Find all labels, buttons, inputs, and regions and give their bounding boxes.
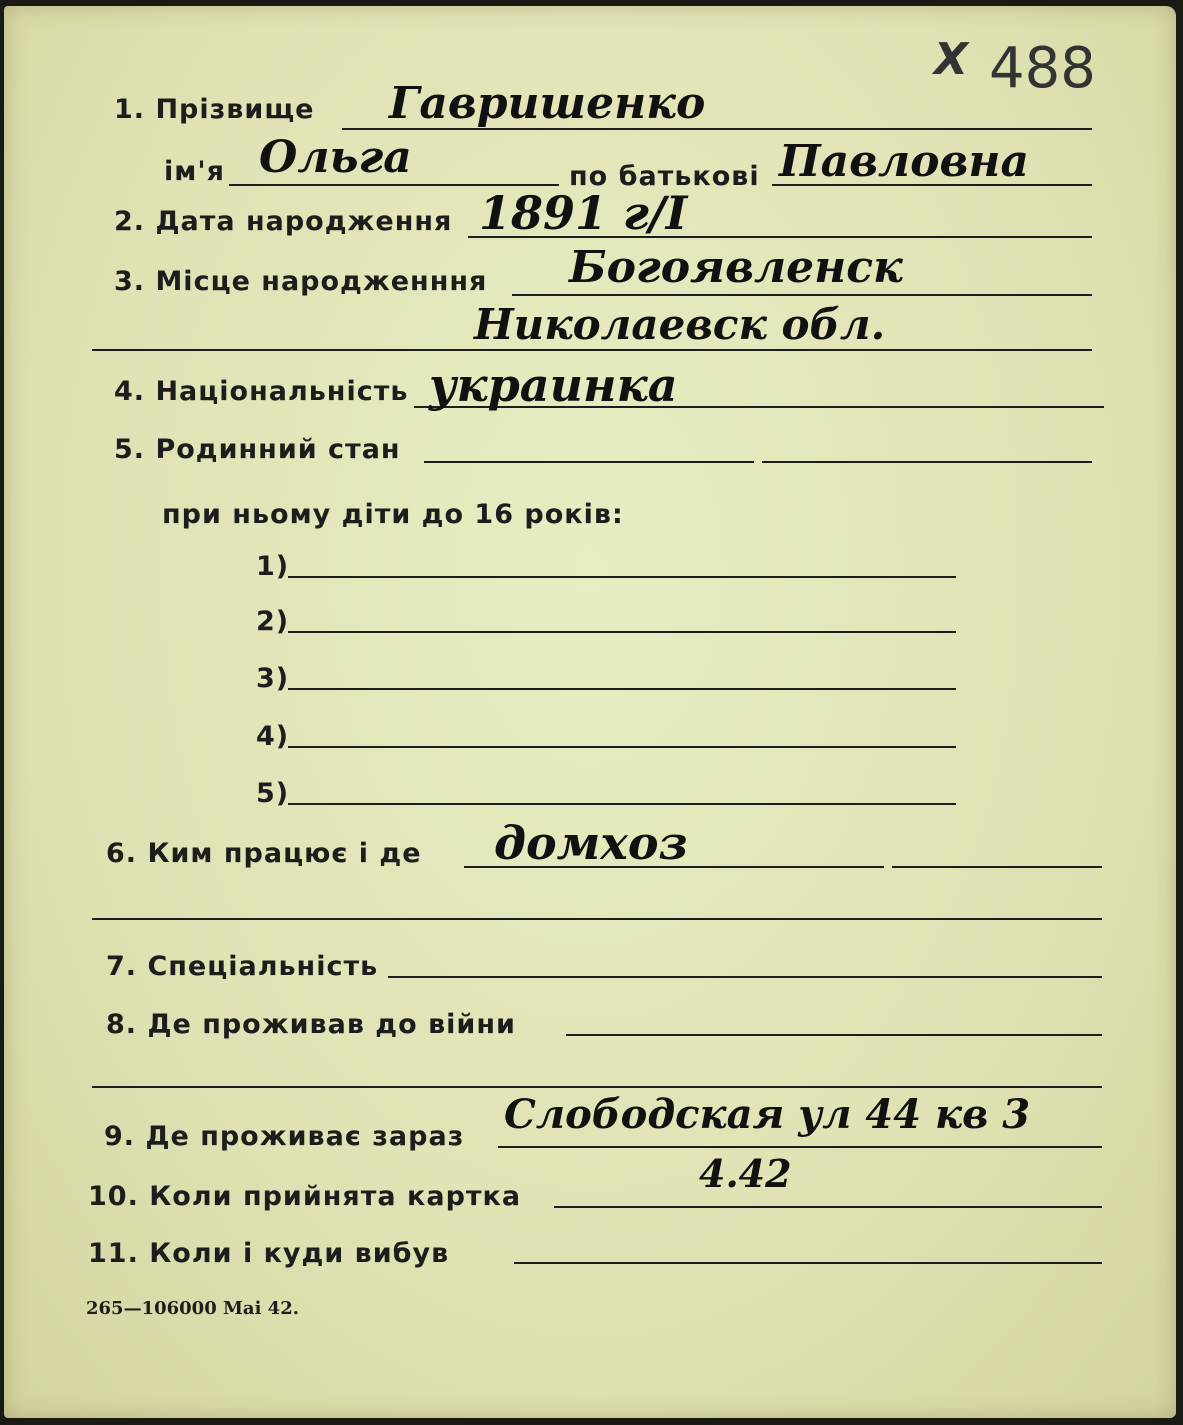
label-card-accepted: 10. Коли прийнята картка	[88, 1181, 522, 1212]
prewar-line-2	[92, 1086, 1102, 1088]
label-patronymic: по батькові	[569, 161, 760, 192]
child-1-line	[288, 576, 956, 578]
label-child-1: 1)	[256, 551, 290, 582]
handwritten-nationality: украинка	[429, 358, 678, 412]
archive-prefix: Х	[934, 34, 968, 85]
label-specialty: 7. Спеціальність	[106, 951, 379, 982]
departure-line	[514, 1262, 1102, 1264]
handwritten-name: Ольга	[259, 132, 412, 183]
marital-line-a	[424, 461, 754, 463]
print-code: 265—106000 Mai 42.	[86, 1298, 299, 1319]
label-child-2: 2)	[256, 606, 290, 637]
label-departure: 11. Коли і куди вибув	[88, 1238, 450, 1269]
work-line-b	[892, 866, 1102, 868]
label-marital-status: 5. Родинний стан	[114, 434, 401, 465]
handwritten-surname: Гавришенко	[389, 78, 706, 129]
label-prewar-residence: 8. Де проживав до війни	[106, 1009, 516, 1040]
archive-number: 488	[989, 36, 1096, 101]
label-name: ім'я	[164, 156, 225, 187]
work-line-2	[92, 918, 1102, 920]
birthplace-line-2	[92, 349, 1092, 351]
label-child-4: 4)	[256, 721, 290, 752]
label-nationality: 4. Національність	[114, 376, 409, 407]
handwritten-patronymic: Павловна	[779, 136, 1030, 187]
label-child-3: 3)	[256, 663, 290, 694]
label-children: при ньому діти до 16 років:	[162, 499, 624, 530]
marital-line-b	[762, 461, 1092, 463]
handwritten-current-residence: Слободская ул 44 кв 3	[504, 1091, 1031, 1138]
handwritten-work: домхоз	[494, 816, 688, 870]
prewar-line-1	[566, 1034, 1102, 1036]
label-child-5: 5)	[256, 778, 290, 809]
child-4-line	[288, 746, 956, 748]
birthplace-line-1	[512, 294, 1092, 296]
handwritten-birthplace-1: Богоявленск	[569, 242, 903, 293]
label-work: 6. Ким працює і де	[106, 838, 422, 869]
child-2-line	[288, 631, 956, 633]
handwritten-birth-date: 1891 г/I	[479, 186, 688, 240]
current-residence-line	[498, 1146, 1102, 1148]
label-surname: 1. Прізвище	[114, 94, 315, 125]
handwritten-birthplace-2: Николаевск обл.	[474, 300, 886, 349]
card-accepted-line	[554, 1206, 1102, 1208]
label-birth-date: 2. Дата народження	[114, 206, 453, 237]
handwritten-card-date: 4.42	[699, 1151, 792, 1196]
child-5-line	[288, 803, 956, 805]
registration-card	[4, 6, 1176, 1418]
child-3-line	[288, 688, 956, 690]
label-current-residence: 9. Де проживає зараз	[104, 1121, 465, 1152]
label-birthplace: 3. Місце народженння	[114, 266, 488, 297]
specialty-line	[388, 976, 1102, 978]
